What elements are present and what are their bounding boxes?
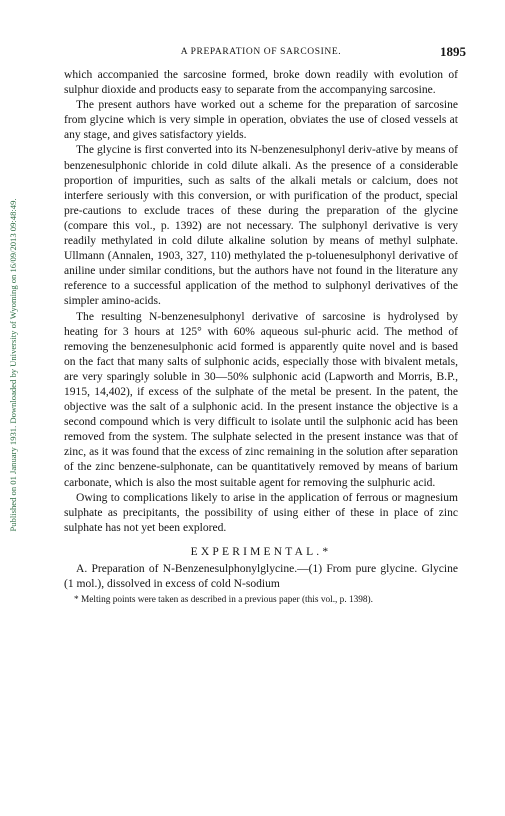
paragraph-experimental: A. Preparation of N-Benzenesulphonylglycine.—(1) From pure glycine. Glycine (1 mol.), dissolved in excess of cold N-sodium — [64, 562, 458, 590]
running-title: A PREPARATION OF SARCOSINE. — [180, 47, 342, 57]
paragraph-complications: Owing to complications likely to arise in the application of ferrous or magnesium sulphate as precipitants, the possibility of using either of these in place of zinc sulphate has not yet been explored. — [64, 491, 458, 534]
paragraph-scheme: The present authors have worked out a scheme for the preparation of sarcosine from glycine which is very simple in operation, obviates the use of closed vessels at any stage, and gives satisfactory yields. — [64, 99, 458, 142]
sidenote-text: Published on 01 January 1931. Downloaded by University of Wyoming on 16/09/2013 09:48:49. — [8, 198, 18, 532]
page-number: 1895 — [440, 44, 466, 59]
publication-sidenote — [8, 85, 18, 645]
journal-page — [64, 44, 466, 607]
paragraph-glycine-conversion: The glycine is first converted into its N-benzenesulphonyl deriv-ative by means of benzenesulphonic chloride in cold dilute alkali. As the presence of a considerable proportion of impurities, such as salts of the alkali metals or calcium, does not interfere seriously with this conversion, or with purification of the product, special pre-cautions to exclude traces of these during the preparation of the glycine (compare this vol., p. 1392) are not necessary. The sulphonyl derivative is very readily methylated in cold dilute alkaline solution by means of methyl sulphate. Ullmann (Annalen, 1903, 327, 110) methylated the p-toluenesulphonyl derivative of aniline under similar conditions, but the authors have not found in the literature any reference to a successful application of the method to sulphonyl derivatives of the simpler amino-acids. — [64, 144, 458, 308]
footnote: * Melting points were taken as described in a previous paper (this vol., p. 1398). — [74, 595, 373, 606]
paragraph-continuation: which accompanied the sarcosine formed, broke down readily with evolution of sulphur dioxide and products easy to separate from the accompanying sarcosine. — [64, 69, 458, 97]
paragraph-hydrolysis: The resulting N-benzenesulphonyl derivative of sarcosine is hydrolysed by heating for 3 hours at 125° with 60% aqueous sul-phuric acid. The method of removing the benzenesulphonic acid formed is apparently quite novel and is based on the fact that many salts of sulphonic acids, especially those with bivalent metals, are very sparingly soluble in 30—50% sulphonic acid (Lapworth and Morris, B.P., 1915, 14,402), if excess of the sulphate of the metal be present. In the patent, the objective was the salt of a sulphonic acid. In the present instance the objective is a second compound which is very difficult to isolate until the sulphonic acid has been removed from the system. The sulphate selected in the present instance was that of zinc, as it was found that the excess of zinc remaining in the solution after separation of the zinc benzene-sulphonate, can be quantitatively removed by means of barium carbonate, which is also the most suitable agent for removing the sulphuric acid. — [64, 310, 458, 489]
page-header — [64, 44, 466, 62]
body-text — [64, 68, 458, 607]
section-heading-experimental: EXPERIMENTAL.* — [190, 545, 332, 558]
